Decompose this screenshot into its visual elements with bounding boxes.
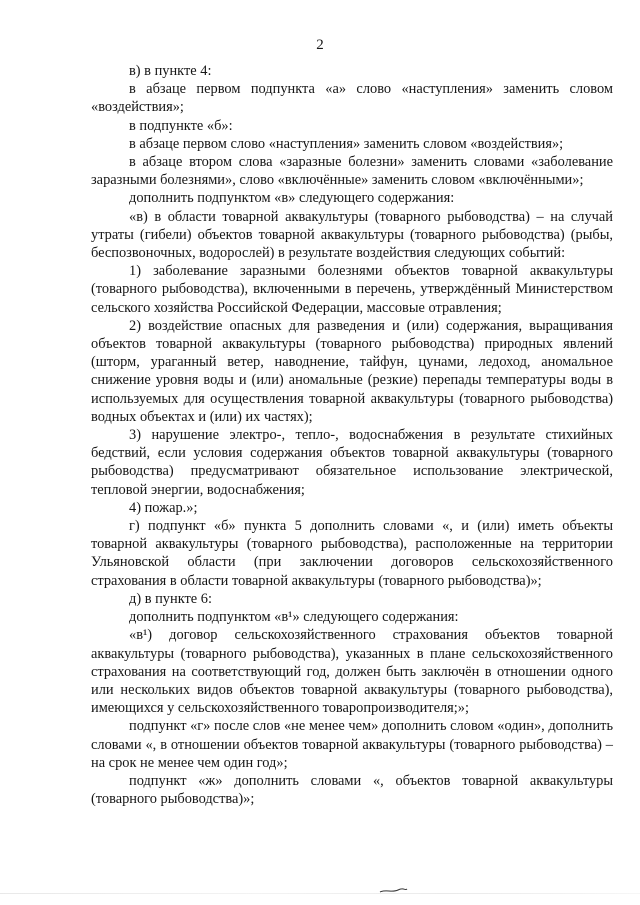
paragraph-17: подпункт «ж» дополнить словами «, объектов товарной аквакультуры (товарного рыбоводства)»; [91,772,613,808]
page-number: 2 [316,37,324,53]
paragraph-16: подпункт «г» после слов «не менее чем» дополнить словом «один», дополнить словами «, в отношении объектов товарной аквакультуры (товарного рыбоводства) – на срок не менее чем один год»; [91,718,614,771]
paragraph-4: в абзаце первом слово «наступления» заменить словом «воздействия»; [129,135,564,152]
paragraph-10: 3) нарушение электро-, тепло-, водоснабжения в результате стихийных бедствий, если условия содержания объектов товарной аквакультуры (товарного рыбоводства) предусматривают обязательное использование электрической, тепловой энергии, водоснабжения; [91,427,613,498]
paragraph-5: в абзаце втором слова «заразные болезни» заменить словами «заболевание заразными болезнями», слово «включённые» заменить словом «включёнными»; [91,154,613,189]
paragraph-15: «в¹) договор сельскохозяйственного страхования объектов товарной аквакультуры (товарного рыбоводства), указанных в плане сельскохозяйственного страхования на соответствующий год, должен быть заключён в отношении одного или нескольких видов объектов товарной аквакультуры (товарного рыбоводства), имеющихся у сельскохозяйственного товаропроизводителя;»; [91,627,613,717]
paragraph-6: дополнить подпунктом «в» следующего содержания: [129,190,455,207]
paragraph-3: в подпункте «б»: [129,117,233,134]
paragraph-2: в абзаце первом подпункта «а» слово «наступления» заменить словом «воздействия»; [91,81,613,116]
paragraph-14: дополнить подпунктом «в¹» следующего содержания: [129,609,459,626]
paragraph-9: 2) воздействие опасных для разведения и (или) содержания, выращивания объектов товарной аквакультуры (товарного рыбоводства) природных явлений (шторм, ураганный ветер, наводнение, тайфун, цунами, ледоход, аномальное снижение уровня воды и (или) аномальные (резкие) перепады температуры воды в используемых для осуществления товарной аквакультуры (товарного рыбоводства) водных объектах и (или) их частях); [91,317,613,425]
paragraph-12: г) подпункт «б» пункта 5 дополнить словами «, и (или) иметь объекты товарной аквакультуры (товарного рыбоводства), расположенные на территории Ульяновской области (при заключении договоров сельскохозяйственного страхования в области товарной аквакультуры (товарного рыбоводства)»; [91,518,613,589]
paragraph-13: д) в пункте 6: [129,590,212,607]
paragraph-8: 1) заболевание заразными болезнями объектов товарной аквакультуры (товарного рыбоводства), включенными в перечень, утверждённый Министерством сельского хозяйства Российской Федерации, массовые отравления; [91,263,613,316]
paragraph-1: в) в пункте 4: [129,63,212,79]
scan-edge-artifact [0,893,640,894]
document-body [91,62,613,808]
paragraph-11: 4) пожар.»; [129,499,198,516]
paragraph-7: «в) в области товарной аквакультуры (товарного рыбоводства) – на случай утраты (гибели) объектов товарной аквакультуры (товарного рыбоводства) (рыбы, беспозвоночных, водорослей) в результате воздействия следующих событий: [91,208,613,262]
